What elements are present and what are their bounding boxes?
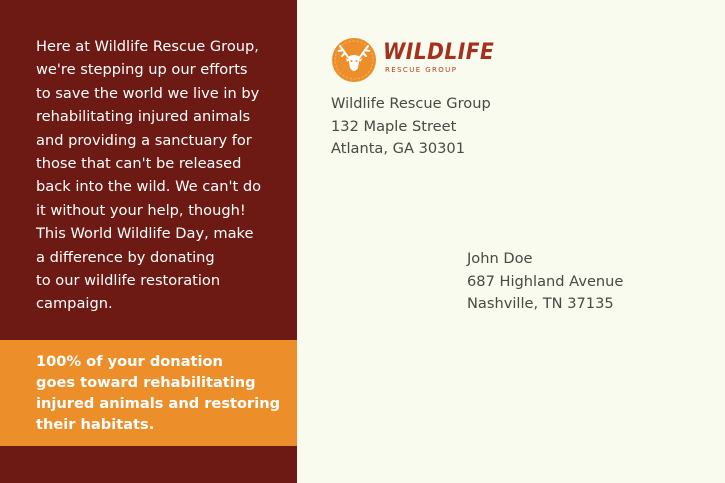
appeal-line: those that can't be released (36, 155, 242, 173)
sender-street: 132 Maple Street (331, 117, 457, 135)
appeal-line: it without your help, though! (36, 201, 246, 219)
appeal-line: and providing a sanctuary for (36, 131, 252, 149)
message-panel (0, 0, 297, 483)
highlight-line: injured animals and restoring (36, 395, 281, 412)
appeal-line: campaign. (36, 295, 113, 313)
appeal-message (36, 35, 276, 316)
recipient-name: John Doe (467, 250, 533, 267)
highlight-line: 100% of your donation (36, 353, 223, 370)
sender-name: Wildlife Rescue Group (331, 95, 491, 112)
donation-highlight-band (0, 340, 297, 446)
highlight-line: their habitats. (36, 416, 155, 433)
sender-city: Atlanta, GA 30301 (331, 140, 465, 157)
appeal-line: rehabilitating injured animals (36, 108, 251, 126)
appeal-line: back into the wild. We can't do (36, 178, 262, 196)
appeal-line: Here at Wildlife Rescue Group, (36, 38, 259, 55)
sender-address (331, 93, 491, 161)
highlight-line: goes toward rehabilitating (36, 374, 256, 391)
recipient-address (467, 248, 623, 316)
donation-highlight-text (36, 351, 280, 435)
appeal-line: to save the world we live in by (36, 84, 260, 102)
wildlife-logo (331, 37, 495, 83)
appeal-line: we're stepping up our efforts (36, 61, 248, 79)
appeal-line: This World Wildlife Day, make (36, 225, 254, 243)
logo-subtitle: RESCUE GROUP (385, 66, 458, 74)
deer-head-icon (331, 37, 377, 83)
recipient-city: Nashville, TN 37135 (467, 295, 614, 312)
recipient-street: 687 Highland Avenue (467, 272, 624, 290)
appeal-line: a difference by donating (36, 248, 215, 266)
appeal-line: to our wildlife restoration (36, 272, 221, 290)
logo-title: WILDLIFE (383, 40, 495, 65)
